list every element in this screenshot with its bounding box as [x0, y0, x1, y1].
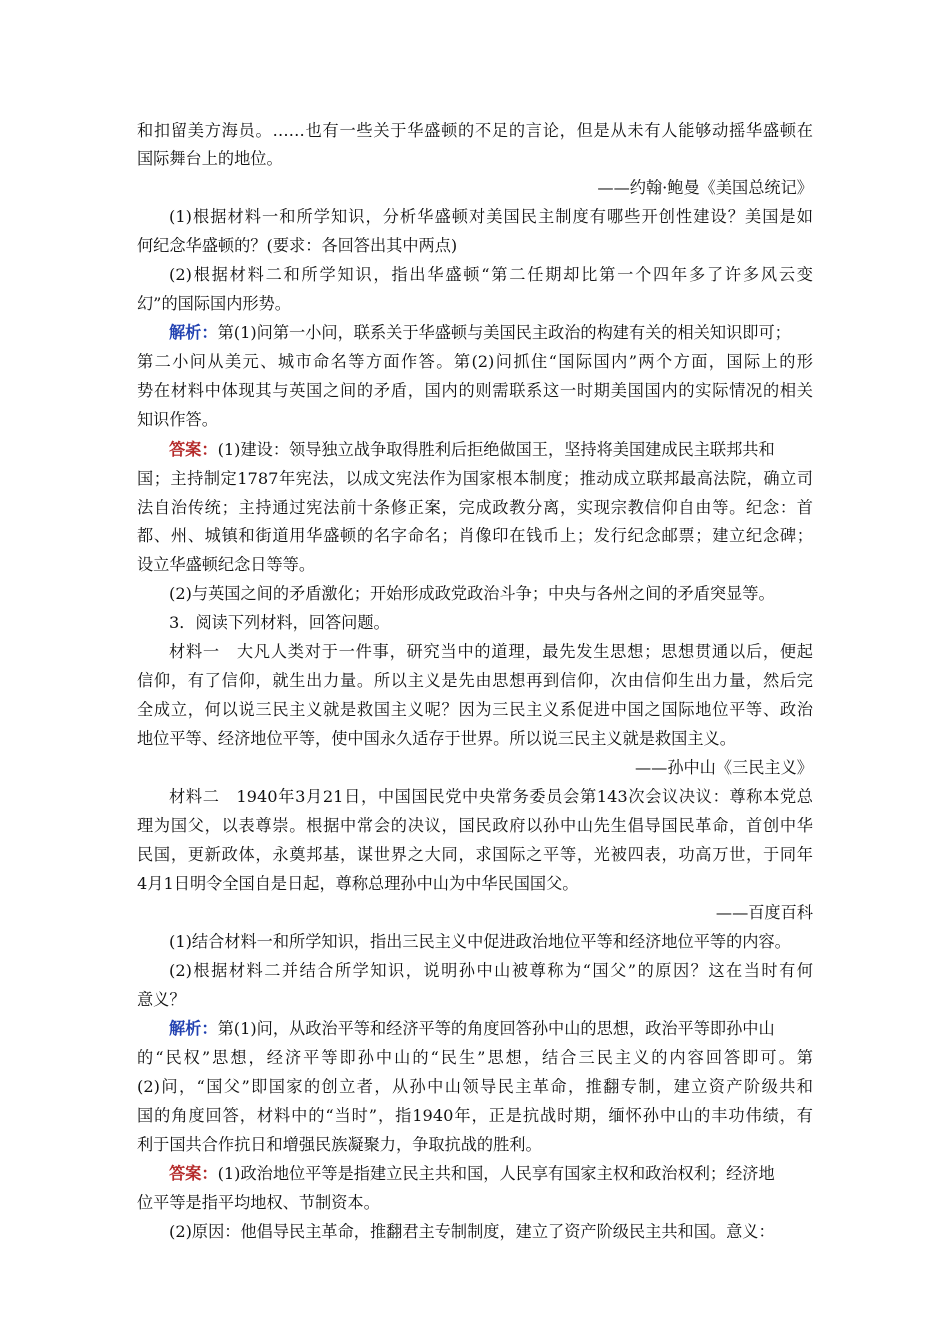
answer-label: 答案：	[169, 1164, 218, 1183]
text-line: 国际舞台上的地位。	[137, 149, 283, 168]
answer-line: 都、州、城镇和街道用华盛顿的名字命名；肖像印在钱币上；发行纪念邮票；建立纪念碑；	[137, 526, 813, 545]
analysis-label: 解析：	[169, 1019, 218, 1038]
material-line: 地位平等、经济地位平等，使中国永久适存于世界。所以说三民主义就是救国主义。	[137, 729, 736, 748]
material-line: 理为国父，以表尊崇。根据中常会的决议，国民政府以孙中山先生倡导国民革命，首创中华	[137, 816, 813, 835]
analysis-line: 第二小问从美元、城市命名等方面作答。第(2)问抓住“国际国内”两个方面，国际上的形	[137, 352, 813, 371]
material-line: 材料二 1940年3月21日，中国国民党中央常务委员会第143次会议决议：尊称本党总	[169, 787, 813, 806]
answer-line: 设立华盛顿纪念日等等。	[137, 555, 316, 574]
answer-line: (2)与英国之间的矛盾激化；开始形成政党政治斗争；中央与各州之间的矛盾突显等。	[169, 584, 775, 603]
question-line: 何纪念华盛顿的？(要求：各回答出其中两点)	[137, 236, 458, 255]
material-line: 全成立，何以说三民主义就是救国主义呢？因为三民主义系促进中国之国际地位平等、政治	[137, 700, 813, 719]
material-line: 材料一 大凡人类对于一件事，研究当中的道理，最先发生思想；思想贯通以后，便起	[169, 642, 813, 661]
answer-line	[169, 437, 813, 463]
answer-line: 国；主持制定1787年宪法，以成文宪法作为国家根本制度；推动成立联邦最高法院，确立司	[137, 469, 813, 488]
analysis-text: 第(1)问，从政治平等和经济平等的角度回答孙中山的思想，政治平等即孙中山	[217, 1019, 775, 1038]
material-line: 4月1日明令全国自是日起，尊称总理孙中山为中华民国国父。	[137, 874, 579, 893]
answer-text: (1)建设：领导独立战争取得胜利后拒绝做国王，坚持将美国建成民主联邦共和	[217, 440, 775, 459]
source-citation: ——孙中山《三民主义》	[634, 758, 813, 777]
question-line: (1)根据材料一和所学知识，分析华盛顿对美国民主制度有哪些开创性建设？美国是如	[169, 207, 813, 226]
answer-text: (1)政治地位平等是指建立民主共和国，人民享有国家主权和政治权利；经济地	[217, 1164, 775, 1183]
source-citation: ——约翰·鲍曼《美国总统记》	[597, 178, 813, 197]
question-line: 幻”的国际国内形势。	[137, 294, 291, 313]
answer-label: 答案：	[169, 440, 218, 459]
analysis-line: 利于国共合作抗日和增强民族凝聚力，争取抗战的胜利。	[137, 1135, 542, 1154]
question-line: (2)根据材料二并结合所学知识，说明孙中山被尊称为“国父”的原因？这在当时有何	[169, 961, 813, 980]
material-line: 民国，更新政体，永奠邦基，谋世界之大同，求国际之平等，光被四表，功高万世，于同年	[137, 845, 813, 864]
analysis-text: 第(1)问第一小问，联系关于华盛顿与美国民主政治的构建有关的相关知识即可；	[217, 323, 791, 342]
analysis-line: (2)问，“国父”即国家的创立者，从孙中山领导民主革命，推翻专制，建立资产阶级共和	[137, 1077, 813, 1096]
question-line: (2)根据材料二和所学知识，指出华盛顿“第二任期却比第一个四年多了许多风云变	[169, 265, 813, 284]
answer-line: 位平等是指平均地权、节制资本。	[137, 1193, 380, 1212]
analysis-line: 国的角度回答，材料中的“当时”，指1940年，正是抗战时期，缅怀孙中山的丰功伟绩，有	[137, 1106, 813, 1125]
analysis-line: 势在材料中体现其与英国之间的矛盾，国内的则需联系这一时期美国国内的实际情况的相关	[137, 381, 813, 400]
question-line: (1)结合材料一和所学知识，指出三民主义中促进政治地位平等和经济地位平等的内容。	[169, 932, 791, 951]
analysis-line: 知识作答。	[137, 410, 218, 429]
analysis-line	[169, 320, 813, 346]
question-heading: 3．阅读下列材料，回答问题。	[169, 613, 390, 632]
source-citation: ——百度百科	[715, 903, 813, 922]
answer-line: (2)原因：他倡导民主革命，推翻君主专制制度，建立了资产阶级民主共和国。意义：	[169, 1222, 775, 1241]
answer-line	[169, 1161, 813, 1187]
analysis-label: 解析：	[169, 323, 218, 342]
text-line: 和扣留美方海员。……也有一些关于华盛顿的不足的言论，但是从未有人能够动摇华盛顿在	[137, 121, 813, 140]
analysis-line: 的“民权”思想，经济平等即孙中山的“民生”思想，结合三民主义的内容回答即可。第	[137, 1048, 813, 1067]
question-line: 意义？	[137, 990, 186, 1009]
material-line: 信仰，有了信仰，就生出力量。所以主义是先由思想再到信仰，次由信仰生出力量，然后完	[137, 671, 813, 690]
answer-line: 法自治传统；主持通过宪法前十条修正案，完成政教分离，实现宗教信仰自由等。纪念：首	[137, 498, 813, 517]
analysis-line	[169, 1016, 813, 1042]
